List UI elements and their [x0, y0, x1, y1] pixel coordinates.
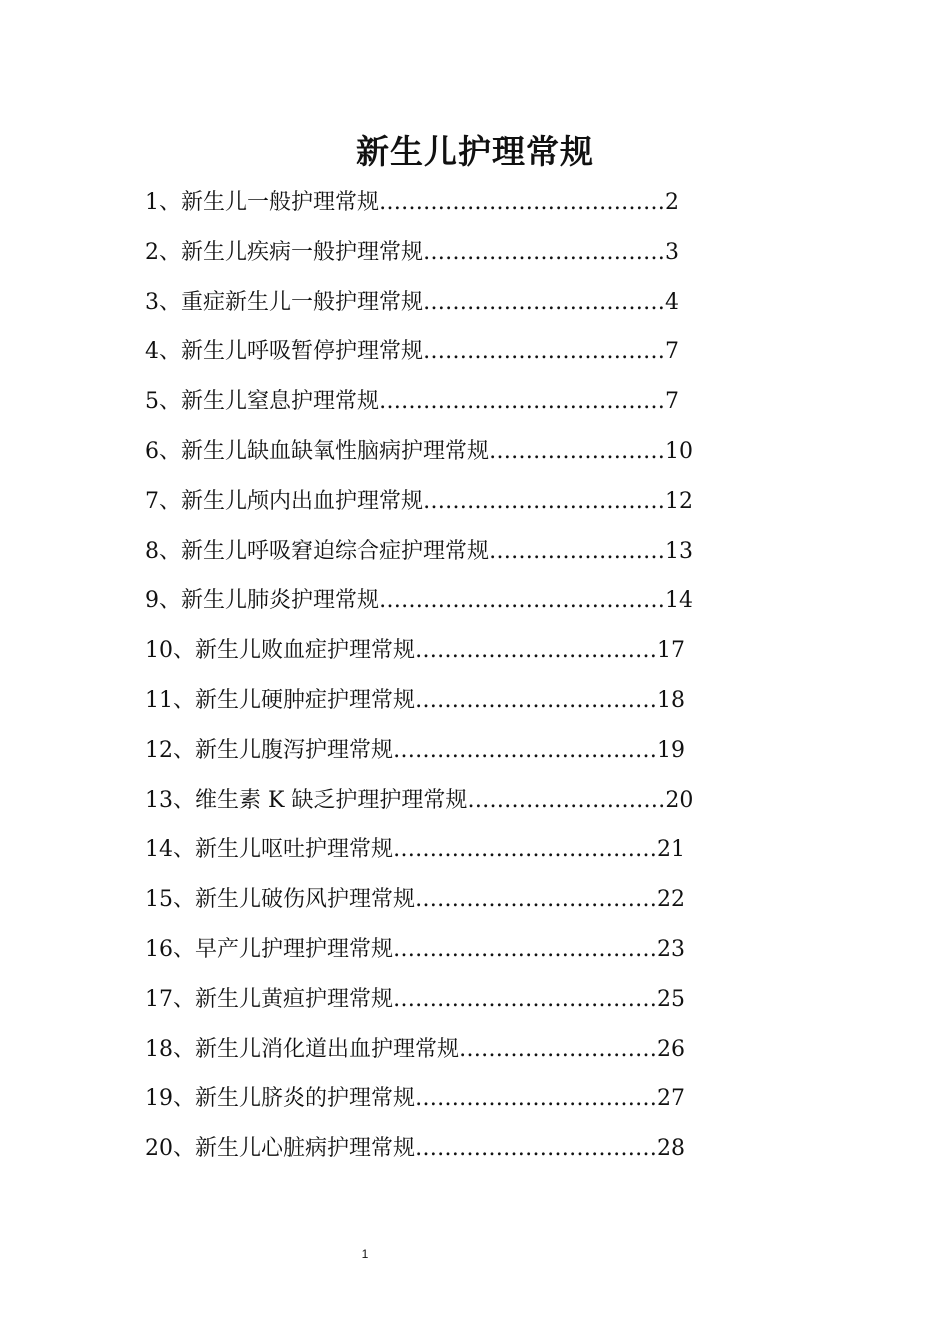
toc-entry-8[interactable]: 8、新生儿呼吸窘迫综合症护理常规……………………13: [145, 538, 693, 564]
toc-entry-10[interactable]: 10、新生儿败血症护理常规……………………………17: [145, 638, 685, 664]
toc-entry-5[interactable]: 5、新生儿窒息护理常规…………………………………7: [145, 389, 679, 415]
toc-entry-9[interactable]: 9、新生儿肺炎护理常规…………………………………14: [145, 588, 693, 614]
toc-entry-1[interactable]: 1、新生儿一般护理常规…………………………………2: [145, 190, 679, 215]
toc-entry-18[interactable]: 18、新生儿消化道出血护理常规………………………26: [145, 1036, 685, 1062]
table-of-contents: [145, 178, 693, 1174]
toc-entry-11[interactable]: 11、新生儿硬肿症护理常规……………………………18: [145, 687, 685, 713]
toc-entry-4[interactable]: 4、新生儿呼吸暂停护理常规……………………………7: [145, 339, 679, 365]
toc-entry-7[interactable]: 7、新生儿颅内出血护理常规……………………………12: [145, 488, 693, 514]
toc-entry-6[interactable]: 6、新生儿缺血缺氧性脑病护理常规……………………10: [145, 438, 693, 464]
toc-entry-16[interactable]: 16、早产儿护理护理常规………………………………23: [145, 936, 685, 962]
toc-entry-3[interactable]: 3、重症新生儿一般护理常规……………………………4: [145, 289, 679, 315]
toc-entry-17[interactable]: 17、新生儿黄疸护理常规………………………………25: [145, 986, 685, 1012]
toc-entry-15[interactable]: 15、新生儿破伤风护理常规……………………………22: [145, 887, 685, 913]
toc-entry-2[interactable]: 2、新生儿疾病一般护理常规……………………………3: [145, 239, 679, 265]
toc-entry-20[interactable]: 20、新生儿心脏病护理常规……………………………28: [145, 1136, 685, 1162]
page-title: 新生儿护理常规: [356, 132, 594, 171]
toc-entry-14[interactable]: 14、新生儿呕吐护理常规………………………………21: [145, 837, 685, 863]
page-number: 1: [361, 1247, 369, 1261]
toc-entry-19[interactable]: 19、新生儿脐炎的护理常规……………………………27: [145, 1086, 685, 1112]
toc-entry-12[interactable]: 12、新生儿腹泻护理常规………………………………19: [145, 737, 685, 763]
toc-entry-13[interactable]: 13、维生素 K 缺乏护理护理常规………………………20: [145, 787, 694, 813]
